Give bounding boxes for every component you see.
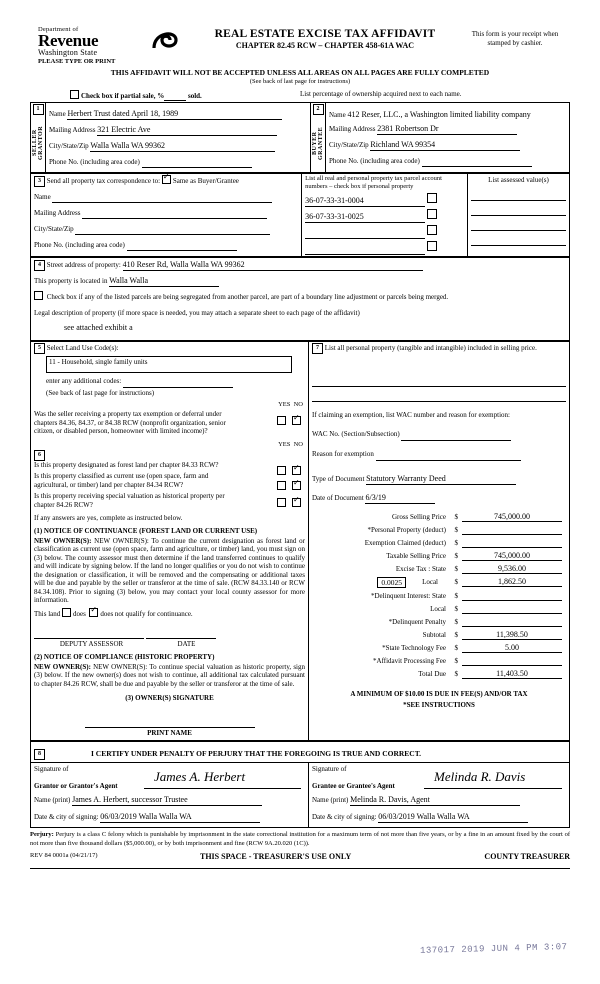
assessed-header: List assessed value(s): [488, 176, 549, 184]
form-subtitle: CHAPTER 82.45 RCW – CHAPTER 458-61A WAC: [235, 41, 415, 50]
section-7-number: 7: [312, 343, 323, 354]
personal-property-label: List all personal property (tangible and intangible) included in selling price.: [324, 344, 537, 352]
tax-line-row: *State Technology Fee $ 5.00: [312, 643, 566, 656]
form-title: REAL ESTATE EXCISE TAX AFFIDAVIT: [214, 28, 436, 40]
personal-property-checkbox[interactable]: [427, 225, 437, 235]
gross-selling-price-value[interactable]: 745,000.00: [462, 512, 562, 522]
personal-property-checkbox[interactable]: [427, 209, 437, 219]
q6-2-no-checkbox[interactable]: [292, 481, 301, 490]
seller-block: [46, 103, 311, 173]
delinquent-interest-local-label: Local: [430, 605, 446, 613]
ownership-label: List percentage of ownership acquired next to each name.: [300, 90, 462, 98]
c3-mailing-label: Mailing Address: [34, 209, 81, 217]
section-3-table: [30, 173, 570, 257]
doc-type-value[interactable]: Statutory Warranty Deed: [366, 473, 516, 485]
c3-name[interactable]: [52, 191, 272, 203]
gross-selling-price-label: Gross Selling Price: [391, 513, 446, 521]
c3-citystatezip-label: City/State/Zip: [34, 225, 74, 233]
same-as-buyer-checkbox[interactable]: [162, 177, 173, 185]
assessed-value[interactable]: [471, 189, 566, 201]
exemption-claimed-value[interactable]: [462, 538, 562, 548]
treasurer-space-label: THIS SPACE - TREASURER'S USE ONLY: [200, 852, 352, 861]
affidavit-processing-fee-value[interactable]: [462, 656, 562, 666]
affidavit-warning: THIS AFFIDAVIT WILL NOT BE ACCEPTED UNLESS ALL AREAS ON ALL PAGES ARE FULLY COMPLETED: [110, 68, 490, 77]
county-treasurer-label: COUNTY TREASURER: [484, 852, 570, 861]
logo-revenue: Revenue: [38, 31, 99, 50]
form-title-block: [195, 28, 455, 50]
taxable-selling-price-value[interactable]: 745,000.00: [462, 551, 562, 561]
total-due-label: Total Due: [418, 670, 446, 678]
partial-sale-row: [30, 90, 570, 101]
tax-line-row: Local $: [312, 604, 566, 617]
footer-divider: [30, 868, 570, 869]
notice-compliance-title: (2) NOTICE OF COMPLIANCE (HISTORIC PROPERTY): [34, 652, 215, 661]
wac-label: WAC No. (Section/Subsection): [312, 430, 400, 438]
q6-3-yes-checkbox[interactable]: [277, 498, 286, 507]
grantee-sig-label: Signature of: [312, 765, 347, 773]
seller-citystatezip-label: City/State/Zip: [49, 141, 89, 150]
section-5-6-cell: [31, 342, 309, 741]
document-header: [30, 22, 570, 85]
correspondence-block: [31, 174, 302, 257]
no-label-6: NO: [293, 440, 303, 448]
tax-line-row: Exemption Claimed (deduct) $: [312, 538, 566, 551]
perjury-note: Perjury: Perjury is a class C felony which is punishable by imprisonment in the state correctional institution for a maximum term of not more than five years, or by a fine in an amount fixed by the court of not more than five thousand dollars ($5,000.00), or by both imprisonment and fine (RCW 9A.20.020 (1C)).: [30, 831, 571, 847]
personal-property-checkbox[interactable]: [427, 193, 437, 203]
tax-line-row: *Personal Property (deduct) $: [312, 525, 566, 538]
doc-date-label: Date of Document: [312, 494, 364, 502]
seller-side-label: SELLER GRANTOR: [32, 125, 44, 161]
section-4-number: 4: [34, 260, 45, 271]
c3-phone[interactable]: [127, 239, 237, 251]
q6-3-no-checkbox[interactable]: [292, 498, 301, 507]
located-in-label: This property is located in: [34, 277, 108, 285]
assessor-date-label: DATE: [177, 639, 196, 648]
qualify-label: qualify for continuance.: [125, 609, 193, 618]
tax-line-row: Subtotal $ 11,398.50: [312, 630, 566, 643]
tax-line-row: *Affidavit Processing Fee $: [312, 656, 566, 669]
wac-number[interactable]: [401, 429, 511, 441]
buyer-block: [326, 103, 570, 173]
notice-continuance-title: (1) NOTICE OF CONTINUANCE (FOREST LAND OR CURRENT USE): [34, 526, 258, 535]
see-instructions-note: *SEE INSTRUCTIONS: [403, 701, 475, 709]
affidavit-processing-fee-label: *Affidavit Processing Fee: [373, 657, 446, 665]
q6-2-yes-checkbox[interactable]: [277, 481, 286, 490]
land-use-see-back: (See back of last page for instructions): [46, 389, 155, 397]
tax-line-row: *Delinquent Penalty $: [312, 617, 566, 630]
total-due-row: Total Due $ 11,403.50: [312, 669, 566, 683]
grantee-name-label: Name (print): [312, 796, 349, 804]
street-address[interactable]: 410 Reser Rd, Walla Walla WA 99362: [123, 259, 423, 271]
grantor-sig-party: Grantor or Grantor's Agent: [34, 782, 118, 790]
taxable-selling-price-label: Taxable Selling Price: [386, 552, 446, 560]
agency-logo: [38, 26, 208, 57]
reason-exemption[interactable]: [376, 449, 521, 461]
tax-line-row: Taxable Selling Price $ 745,000.00: [312, 551, 566, 564]
exemption-claimed-label: Exemption Claimed (deduct): [364, 539, 446, 547]
delinquent-interest-local-value[interactable]: [462, 604, 562, 614]
parcel-number[interactable]: [305, 227, 425, 239]
land-use-code[interactable]: 11 - Household, single family units: [46, 356, 292, 373]
forest-land-question: Is this property designated as forest land per chapter 84.33 RCW?: [34, 460, 219, 469]
buyer-mailing-address[interactable]: 2381 Robertson Dr: [377, 123, 517, 135]
grantor-name[interactable]: James A. Herbert, successor Trustee: [72, 794, 262, 806]
section-8-table: [30, 741, 570, 828]
affidavit-body: [30, 22, 570, 869]
assessed-value[interactable]: [471, 234, 566, 246]
footer-row: [30, 852, 570, 866]
state-technology-fee-value[interactable]: 5.00: [462, 643, 562, 653]
seller-exemption-question: Was the seller receiving a property tax exemption or deferral under chapters 84.36, 84.37, or 84.38 RCW (nonprofit organization, senior citizen, or disabled person, homeowner with limited income)?: [34, 410, 226, 435]
does-not-qualify-checkbox[interactable]: [89, 608, 98, 617]
c3-citystatezip[interactable]: [75, 223, 270, 235]
section-2-number: 2: [313, 104, 324, 115]
grantee-date-label: Date & city of signing:: [312, 813, 377, 821]
buyer-phone-label: Phone No. (including area code): [329, 156, 420, 165]
assessed-values-block: [468, 174, 570, 257]
historic-property-question: Is this property receiving special valuation as historical property per chapter 84.26 RCW?: [34, 491, 225, 509]
partial-sale-check[interactable]: [70, 90, 202, 101]
partial-sale-sold: sold.: [187, 92, 202, 100]
logo-department: Department of: [38, 26, 79, 33]
assessed-value[interactable]: [471, 204, 566, 216]
grantor-sig-label: Signature of: [34, 765, 69, 773]
send-correspondence-label: Send all property tax correspondence to:: [46, 177, 161, 185]
buyer-mailing-label: Mailing Address: [329, 124, 376, 133]
see-back-note: (See back of last page for instructions): [249, 78, 351, 85]
land-use-title: Select Land Use Code(s):: [46, 344, 119, 352]
located-in-city[interactable]: Walla Walla: [109, 275, 219, 287]
parties-table: [30, 102, 570, 173]
grantee-date-city[interactable]: 06/03/2019 Walla Walla WA: [378, 811, 528, 823]
seller-name[interactable]: Herbert Trust dated April 18, 1989: [67, 108, 282, 120]
yes-label: YES: [278, 401, 291, 408]
assessed-value[interactable]: [471, 219, 566, 231]
seller-phone[interactable]: [142, 156, 252, 168]
buyer-side-label: BUYER GRANTEE: [312, 126, 324, 160]
seller-phone-label: Phone No. (including area code): [49, 157, 140, 166]
street-address-label: Street address of property:: [46, 261, 121, 269]
segregated-checkbox[interactable]: [34, 291, 43, 300]
lower-table: [30, 341, 570, 741]
notice-continuance-body: NEW OWNER(S): NEW OWNER(S): To continue the current designation as forest land or classification as current use (open space, farm and agriculture, or timber) land, you must sign on (3) below. The county assessor must then determine if the land transferred continues to qualify and will indicate by signing below. If the land no longer qualifies or you do not wish to continue the designation or classification, it will be removed and the compensating or additional taxes will be due and payable by the seller or transferor at the time of sale. (RCW 84.33.140 or RCW 84.34.108). Prior to signing (3) below, you may contact your local county assessor for more information.: [34, 536, 305, 604]
q1-yes-checkbox[interactable]: [277, 416, 286, 425]
print-name-label: PRINT NAME: [147, 729, 192, 737]
parcel-number[interactable]: [305, 243, 425, 255]
parcel-header: List all real and personal property tax parcel account numbers – check box if personal property: [305, 175, 442, 190]
minimum-due-note: A MINIMUM OF $10.00 IS DUE IN FEE(S) AND/OR TAX: [350, 690, 528, 698]
local-rate[interactable]: 0.0025: [377, 577, 406, 588]
delinquent-interest-state-label: *Delinquent Interest: State: [370, 592, 446, 600]
owners-signature-label: (3) OWNER(S) SIGNATURE: [125, 694, 214, 702]
delinquent-penalty-value[interactable]: [462, 617, 562, 627]
personal-property-line-2[interactable]: [312, 389, 566, 402]
this-land-label: This land: [34, 609, 61, 618]
seller-name-label: Name: [49, 109, 66, 118]
c3-mailing[interactable]: [82, 207, 267, 219]
parcel-number[interactable]: 36-07-33-31-0004: [305, 195, 425, 207]
certification-header: [31, 742, 570, 763]
grantor-date-city[interactable]: 06/03/2019 Walla Walla WA: [100, 811, 260, 823]
current-use-question: Is this property classified as current use (open space, farm and agricultural, or timber) land per chapter 84.34 RCW?: [34, 471, 209, 489]
buyer-name-label: Name: [329, 110, 346, 119]
property-block: [31, 258, 570, 341]
buyer-phone[interactable]: [422, 155, 532, 167]
no-label: NO: [293, 401, 303, 408]
grantee-sig-party: Grantee or Grantee's Agent: [312, 782, 395, 790]
buyer-citystatezip-label: City/State/Zip: [329, 140, 369, 149]
section-6-block: [34, 441, 305, 740]
section-4-table: [30, 257, 570, 341]
seller-citystatezip[interactable]: Walla Walla WA 99362: [90, 140, 275, 152]
personal-property-line[interactable]: [312, 376, 566, 387]
grantor-date-label: Date & city of signing:: [34, 813, 99, 821]
section-8-number: 8: [34, 749, 45, 760]
section-5-question: [34, 401, 305, 436]
personal-property-deduct-label: *Personal Property (deduct): [367, 526, 446, 534]
tax-line-row: Gross Selling Price $ 745,000.00: [312, 512, 566, 525]
if-any-yes-note: If any answers are yes, complete as instructed below.: [34, 513, 183, 522]
section-6-number: 6: [34, 450, 45, 461]
section-7-cell: [309, 342, 570, 741]
personal-property-deduct-value[interactable]: [462, 525, 562, 535]
tax-line-row: Excise Tax : State $ 9,536.00: [312, 564, 566, 577]
parcel-number[interactable]: 36-07-33-31-0025: [305, 211, 425, 223]
yes-label-6: YES: [278, 440, 291, 448]
reason-label: Reason for exemption: [312, 450, 374, 458]
buyer-side-tab: [311, 103, 326, 173]
subtotal-value[interactable]: 11,398.50: [462, 630, 562, 640]
segregated-label: Check box if any of the listed parcels are being segregated from another parcel, are part of a boundary line adjustment or parcels being merged.: [46, 293, 449, 301]
treasurer-stamp: 137017 2019 JUN 4 PM 3:07: [419, 942, 568, 956]
section-3-number: 3: [34, 176, 45, 187]
grantor-signature[interactable]: James A. Herbert: [154, 769, 246, 784]
receipt-note: This form is your receipt when stamped by cashier.: [471, 30, 559, 47]
does-qualify-checkbox[interactable]: [62, 608, 71, 617]
please-type-label: PLEASE TYPE OR PRINT: [38, 58, 116, 65]
c3-name-label: Name: [34, 193, 51, 201]
delinquent-interest-state-value[interactable]: [462, 591, 562, 601]
subtotal-label: Subtotal: [422, 631, 446, 639]
additional-codes[interactable]: [123, 376, 233, 388]
parcel-list: [305, 193, 464, 255]
grantee-name[interactable]: Melinda R. Davis, Agent: [350, 794, 520, 806]
form-revision: REV 84 0001a (04/21/17): [30, 852, 98, 859]
local-tax-value[interactable]: 1,862.50: [462, 577, 562, 587]
swirl-icon: [150, 24, 180, 54]
local-tax-row: 0.0025 Local $ 1,862.50: [312, 577, 566, 591]
doc-date-value[interactable]: 6/3/19: [365, 492, 435, 504]
certify-text: I CERTIFY UNDER PENALTY OF PERJURY THAT THE FOREGOING IS TRUE AND CORRECT.: [91, 749, 422, 758]
local-label: Local: [422, 578, 438, 586]
tax-calculation-lines: [312, 512, 566, 683]
grantor-signature-block: [31, 763, 309, 828]
c3-phone-label: Phone No. (including area code): [34, 241, 125, 249]
buyer-citystatezip[interactable]: Richland WA 99354: [370, 139, 520, 151]
total-due-value[interactable]: 11,403.50: [462, 669, 562, 679]
notice-compliance-body: NEW OWNER(S): NEW OWNER(S): To continue special valuation as historic property, sign (3) below. If the new owner(s) does not wish to continue, all additional tax calculated pursuant to chapter 84.26 RCW, shall be due and payable by the seller or transferor at the time of sale.: [34, 662, 305, 688]
seller-side-tab: [31, 103, 46, 173]
exemption-label: If claiming an exemption, list WAC number and reason for exemption:: [312, 411, 510, 419]
additional-codes-label: enter any additional codes:: [46, 377, 122, 385]
does-not-label: does not: [100, 609, 124, 618]
same-as-buyer-label: Same as Buyer/Grantee: [172, 177, 239, 185]
deputy-assessor-label: DEPUTY ASSESSOR: [59, 639, 124, 648]
personal-property-checkbox[interactable]: [427, 241, 437, 251]
perjury-bold: Perjury:: [30, 831, 54, 838]
grantee-signature[interactable]: Melinda R. Davis: [434, 769, 526, 784]
doc-type-label: Type of Document: [312, 475, 365, 483]
tax-line-row: *Delinquent Interest: State $: [312, 591, 566, 604]
seller-mailing-label: Mailing Address: [49, 125, 96, 134]
q1-no-checkbox[interactable]: [292, 416, 301, 425]
delinquent-penalty-label: *Delinquent Penalty: [388, 618, 446, 626]
excise-tax-state-label: Excise Tax : State: [395, 565, 446, 573]
parcel-numbers-block: [302, 174, 468, 257]
logo-state: Washington State: [38, 48, 98, 57]
excise-tax-state-value[interactable]: 9,536.00: [462, 564, 562, 574]
grantor-name-label: Name (print): [34, 796, 71, 804]
grantee-signature-block: [309, 763, 570, 828]
seller-mailing-address[interactable]: 321 Electric Ave: [97, 124, 277, 136]
does-label: does: [73, 609, 86, 618]
legal-description[interactable]: see attached exhibit a: [64, 323, 133, 332]
buyer-name[interactable]: 412 Reser, LLC., a Washington limited liability company: [347, 109, 531, 119]
legal-description-label: Legal description of property (if more space is needed, you may attach a separate sheet to each page of the affidavit): [34, 309, 360, 317]
section-5-number: 5: [34, 343, 45, 354]
partial-sale-label: Check box if partial sale, %: [81, 92, 165, 100]
state-technology-fee-label: *State Technology Fee: [382, 644, 446, 652]
section-1-number: 1: [33, 104, 44, 115]
